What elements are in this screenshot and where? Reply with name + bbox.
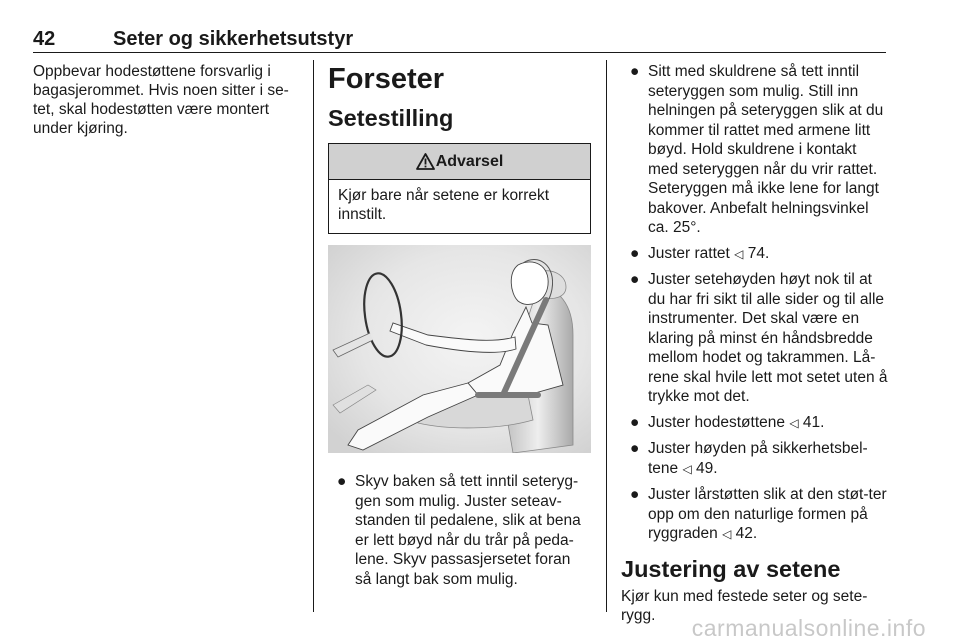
- list-item-text: Juster setehøyden høyt nok til at du har fri sikt til alle sider og til alle instrumenter. Det skal være en klaring på minst én håndsbredde mellom hodet og takrammen. Lå-rene skal hvile lett mot setet uten å trykke mot det.: [648, 271, 888, 405]
- list-item-text: Juster høyden på sikkerhetsbel-tene: [648, 440, 868, 477]
- page-ref-arrow-icon: ◁: [682, 461, 692, 476]
- column-divider-right: [606, 60, 607, 612]
- subsection-title: Setestilling: [328, 105, 454, 131]
- list-item-text: Juster hodestøttene: [648, 413, 785, 431]
- list-item-text: Juster rattet: [648, 244, 730, 262]
- column-right: [621, 62, 888, 626]
- page-reference-link[interactable]: 74.: [747, 244, 770, 262]
- warning-title: Advarsel: [435, 152, 504, 170]
- seating-position-illustration: [328, 245, 591, 453]
- bullet-icon: ●: [337, 473, 347, 490]
- list-item: [621, 270, 888, 407]
- list-item: [328, 472, 591, 589]
- list-item-text: Juster lårstøtten slik at den støt-ter opp om den naturlige formen på ryggraden: [648, 486, 887, 542]
- page-reference-link[interactable]: 42.: [735, 525, 758, 542]
- watermark: carmanualsonline.info: [691, 615, 926, 641]
- bullet-list-right: [621, 62, 888, 545]
- list-item: [621, 244, 888, 265]
- warning-icon: [416, 153, 435, 170]
- column-left: [33, 62, 301, 138]
- bullet-icon: ●: [630, 63, 640, 80]
- bullet-list-middle: [328, 472, 591, 589]
- chapter-title: Seter og sikkerhetsutstyr: [113, 28, 354, 50]
- adjustment-paragraph: Kjør kun med festede seter og sete-rygg.: [621, 587, 868, 624]
- section-title: Forseter: [328, 63, 445, 95]
- page-reference-link[interactable]: 49.: [696, 459, 718, 477]
- bullet-icon: ●: [630, 486, 640, 503]
- header-divider: [33, 52, 886, 53]
- column-middle: [328, 62, 591, 595]
- warning-box: [328, 143, 591, 234]
- page-ref-arrow-icon: ◁: [734, 246, 744, 261]
- bullet-icon: ●: [630, 413, 640, 431]
- page-header: [33, 28, 886, 50]
- list-item: [621, 439, 888, 479]
- headrest-storage-text: Oppbevar hodestøttene forsvarlig i bagasjerommet. Hvis noen sitter i se-tet, skal hodestøtten være montert under kjøring.: [33, 63, 289, 137]
- list-item: [621, 62, 888, 238]
- bullet-icon: ●: [630, 244, 640, 262]
- list-item-text: Skyv baken så tett inntil seteryg-gen som mulig. Juster seteav-standen til pedalene, slik at bena er lett bøyd når du trår på peda-lene. Skyv passasjersetet foran så langt bak som mulig.: [355, 473, 581, 588]
- page-reference-link[interactable]: 41.: [802, 413, 825, 431]
- warning-header: [329, 144, 590, 180]
- list-item: [621, 413, 888, 434]
- page-ref-arrow-icon: ◁: [789, 415, 799, 430]
- column-divider-left: [313, 60, 314, 612]
- warning-body: Kjør bare når setene er korrekt innstilt.: [338, 187, 550, 223]
- bullet-icon: ●: [630, 440, 640, 457]
- list-item-text: Sitt med skuldrene så tett inntil seteryggen som mulig. Still inn helningen på seteryggen slik at du kommer til rattet med armene litt bøyd. Hold skuldrene i kontakt med seteryggen når du vrir rattet. Seteryggen må ikke lene for langt bakover. Anbefalt helningsvinkel ca. 25°.: [648, 63, 884, 236]
- page-number: 42: [33, 28, 56, 50]
- page-ref-arrow-icon: ◁: [722, 527, 732, 541]
- bullet-icon: ●: [630, 271, 640, 288]
- section-title-adjustment: Justering av setene: [621, 555, 841, 582]
- list-item: [621, 485, 888, 545]
